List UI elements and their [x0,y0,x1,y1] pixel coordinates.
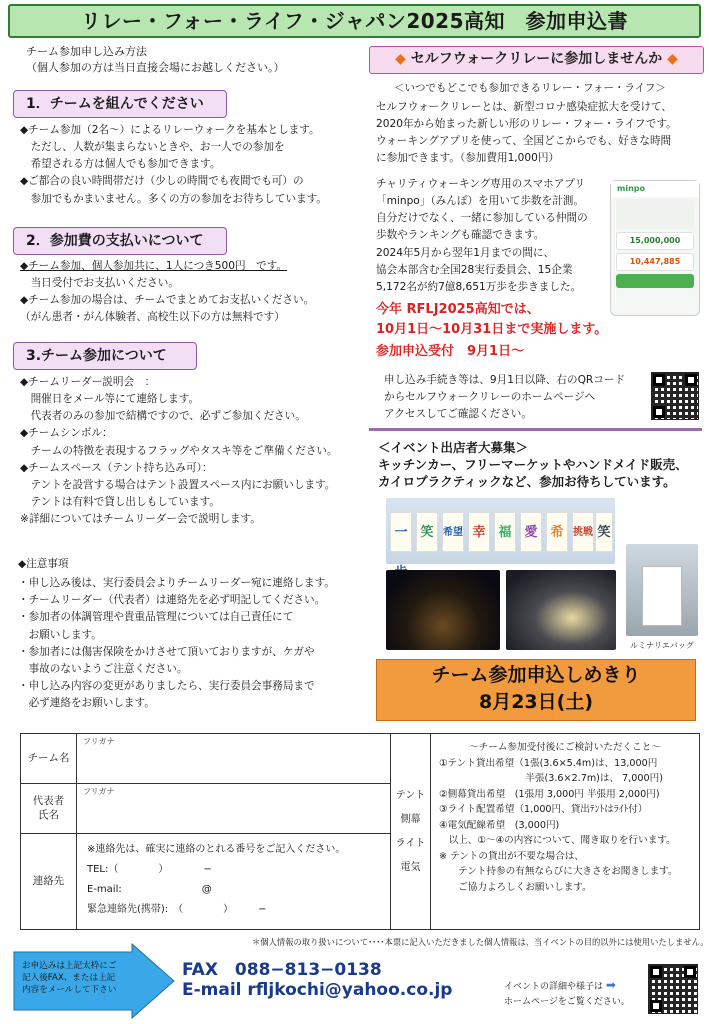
selfwalk-subheading: ＜いつでもどこでも参加できるリレー・フォー・ライフ＞ [394,82,666,94]
option-label-tent: テント [395,789,426,801]
arrow-line: 内容をメールして下さい [22,985,117,996]
notes-line: ・チームリーダー（代表者）は連絡先を必ず明記してください。 [18,594,326,607]
rep-name-label: 代表者 氏名 [21,784,77,834]
luminaria-bag-photo [626,544,698,636]
vendors-heading: ＜イベント出店者大募集＞ [378,440,529,455]
sec3-line: 開催日をメール等にて連絡します。 [20,393,200,406]
sec3-line: ※詳細についてはチームリーダー会で説明します。 [20,513,261,526]
selfwalk-heading-text: セルフウォークリレーに参加しませんか [410,51,663,67]
option-line: ④電気配線希望 (3,000円) [439,819,560,831]
luminaria-caption: ルミナリエバッグ [630,641,694,650]
deadline-date: 8月23日(土) [478,690,594,713]
selfwalk-line: 5,172名が約7億8,651万歩を歩きました。 [376,280,582,293]
arrow-text [22,960,117,996]
notes-body [18,556,335,712]
sec1-line: 希望される方は個人でも参加できます。 [20,158,221,171]
contact-note: ※連絡先は、確実に連絡のとれる番号をご記入ください。 [87,844,346,855]
option-line: ②側幕貸出希望 (1張用 3,000円 半張用 2,000円) [439,788,660,800]
selfwalk-line: 協会本部含む全国28実行委員会、15企業 [376,263,573,276]
method-heading [26,44,285,76]
selfwalk-line: 「minpo」（みんぽ）を用いて歩数を計測。 [376,195,584,208]
section-1-heading: 1．チームを組んでください [13,90,227,118]
lantern: 一 [390,512,412,552]
sec1-line: ◆チーム参加（2名～）によるリレーウォークを基本とします。 [20,124,320,136]
sec2-line: 当日受付でお支払いください。 [20,277,179,290]
sec1-line: ◆ご都合の良い時間帯だけ（少しの時間でも夜間でも可）の [20,175,304,188]
selfwalk-dates [376,300,607,362]
notes-line: 必ず連絡をお願いします。 [18,697,155,710]
contact-info [182,960,452,1001]
app-stat-card: 10,447,885 [616,253,694,271]
selfwalk-heading [369,46,704,74]
emergency-field[interactable]: 緊急連絡先(携帯): （ ） − [87,904,267,915]
notes-heading: ◆注意事項 [18,558,69,570]
options-details [431,734,700,930]
sec3-line: ◆チームスペース（テント持ち込み可）： [20,461,213,474]
arrow-line: 記入後FAX、または上記 [22,973,116,984]
notes-line: ・参加者の体調管理や貴重品管理については自己責任にて [18,611,294,624]
selfwalk-app-desc [376,176,588,296]
selfwalk-line: ウォーキングアプリを使って、全国どこからでも、好きな時間 [376,135,672,148]
selfwalk-line: 2024年5月から翌年1月までの間に、 [376,246,555,259]
email-address[interactable]: E-mail rfljkochi@yahoo.co.jp [182,980,453,1001]
vendors-section [378,440,688,491]
option-line: ご協力よろしくお願いします。 [439,881,592,893]
signup-start: 参加申込受付 9月1日～ [376,344,525,359]
qr-finder [685,374,697,386]
fee-line: ◆チーム参加、個人参加共に、1人につき500円 です。 [20,260,288,272]
lantern: 愛 [520,512,542,552]
notes-line: お願いします。 [18,628,102,641]
section-3-body [20,374,338,528]
sec1-line: ただし、人数が集まらないときや、お一人での参加を [20,141,285,154]
dates-line-1: 今年 RFLJ2025高知では、 [376,302,540,317]
deadline-box [376,659,696,721]
lantern: 希 [546,512,568,552]
furigana-label: フリガナ [83,787,115,796]
sec2-line: ◆チーム参加の場合は、チームでまとめてお支払いください。 [20,294,315,307]
lantern: 幸 [468,512,490,552]
sec3-line: ◆チームリーダー説明会 ： [20,376,156,388]
sec3-line: テントを設営する場合はテント設置スペース内にお願いします。 [20,478,336,491]
options-title: ～チーム参加受付後にご検討いただくこと～ [469,742,661,753]
section-2-heading: 2．参加費の支払いについて [13,227,227,255]
diamond-icon: ◆ [395,51,406,67]
lantern: 希望 [442,512,464,552]
selfwalk-qr-code[interactable] [651,372,699,420]
contact-field[interactable] [77,834,391,930]
notes-line: ・申し込み後は、実行委員会よりチームリーダー宛に連絡します。 [18,577,335,590]
selfwalk-line: セルフウォークリレーとは、新型コロナ感染症拡大を受けて、 [376,101,672,113]
notes-line: ・申し込み内容の変更がありましたら、実行委員会事務局まで [18,680,315,693]
section-1-body [20,122,327,208]
lantern: 笑 [595,512,613,552]
sec3-line: ◆チームシンボル： [20,427,113,440]
lantern: 挑戦 [572,512,594,552]
section-divider [369,428,702,431]
section-2-body [20,258,314,327]
deadline-title: チーム参加申込しめきり [431,664,641,686]
proc-line: アクセスしてご確認ください。 [384,408,532,421]
selfwalk-line: に参加できます。（参加費用1,000円） [376,152,560,165]
sec3-line: チームの特徴を表現するフラッグやタスキ等をご準備ください。 [20,444,338,457]
minpo-app-screenshot [610,180,700,316]
app-name: minpo [611,181,699,197]
selfwalk-procedure [384,372,625,423]
email-field[interactable]: E-mail: @ [87,884,212,895]
sec2-line: （がん患者・がん体験者、高校生以下の方は無料です） [20,311,285,324]
vendors-line: キッチンカー、フリーマーケットやハンドメイド販売、 [378,456,688,472]
option-line: ①テント貸出希望（1張(3.6×5.4m)は、13,000円 [439,757,658,769]
luminaria-bag [642,566,682,626]
fax-number: FAX 088−813−0138 [182,960,382,980]
sec3-line: 代表者のみの参加で結構ですので、必ずご参加ください。 [20,410,306,423]
night-luminaria-photo [386,570,500,650]
method-title: チーム参加申し込み方法 [26,45,147,58]
diamond-icon: ◆ [667,51,678,67]
proc-line: 申し込み手続き等は、9月1日以降、右のQRコード [384,374,626,386]
qr-finder [650,966,662,978]
furigana-label: フリガナ [83,737,115,746]
application-form [20,733,700,930]
homepage-info [504,975,630,1011]
qr-finder [650,1000,662,1012]
section-3-heading: 3.チーム参加について [13,342,197,370]
rep-name-field[interactable] [77,784,391,834]
vendors-line: カイロプラクティックなど、参加お待ちしています。 [378,473,676,489]
option-line: ※ テントの貸出が不要な場合は、 [439,850,584,862]
team-name-field[interactable] [77,734,391,784]
info-line: ホームページをご覧ください。 [504,997,630,1008]
luminaria-bags-photo [386,498,615,564]
selfwalk-intro [376,99,677,168]
notes-line: 事故のないようご注意ください。 [18,662,188,675]
arrow-right-icon: ➡ [605,978,616,992]
dates-line-2: 10月1日～10月31日まで実施します。 [376,321,608,337]
qr-finder [684,966,696,978]
luminaria-field-photo [506,570,616,650]
proc-line: からセルフウォークリレーのホームページへ [384,391,596,404]
page-title: リレー・フォー・ライフ・ジャパン2025高知 参加申込書 [8,4,701,38]
option-line: 以上、①～④の内容について、聞き取りを行います。 [439,835,676,847]
selfwalk-line: 2020年から始まった新しい形のリレー・フォー・ライフです。 [376,118,677,131]
app-nav-bar [616,274,694,288]
options-labels [391,734,431,930]
app-stat-card: 15,000,000 [616,232,694,250]
option-label-power: 電気 [400,861,421,873]
info-line: イベントの詳細や様子は ➡ [504,978,616,992]
privacy-note: ＊個人情報の取り扱いについて････本票に記入いただきました個人情報は、当イベントの目的以外には使用いたしません。 [252,937,709,947]
selfwalk-line: 自分だけでなく、一緒に参加している仲間の [376,212,588,225]
selfwalk-line: 歩数やランキングも確認できます。 [376,229,545,242]
team-name-label: チーム名 [21,734,77,784]
method-sub: （個人参加の方は当日直接会場にお越しください。） [26,60,285,74]
option-label-side: 側幕 [400,813,421,825]
option-line: ③ライト配置希望（1,000円、貸出ﾃﾝﾄはﾗｲﾄ付） [439,804,648,816]
option-line: テント持参の有無ならびに大きさをお聞きします。 [439,866,678,878]
selfwalk-line: チャリティウォーキング専用のスマホアプリ [376,178,586,190]
lantern: 笑 [416,512,438,552]
arrow-line: お申込みは上記太枠にご [22,961,117,971]
contact-label: 連絡先 [21,834,77,930]
app-ranking-panel [616,199,694,229]
homepage-qr-code[interactable] [648,964,698,1014]
option-line: 半張(3.6×2.7m)は、 7,000円) [439,773,663,785]
notes-line: ・参加者には傷害保険をかけさせて頂いておりますが、ケガや [18,645,315,658]
lantern: 福 [494,512,516,552]
sec1-line: 参加でもかまいません。多くの方の参加をお待ちしています。 [20,192,328,205]
sec3-line: テントは有料で貸し出しもしています。 [20,496,220,509]
qr-finder [653,406,665,418]
qr-finder [653,374,665,386]
tel-field[interactable]: TEL:（ ） − [87,864,212,875]
option-label-light: ライト [395,837,426,849]
